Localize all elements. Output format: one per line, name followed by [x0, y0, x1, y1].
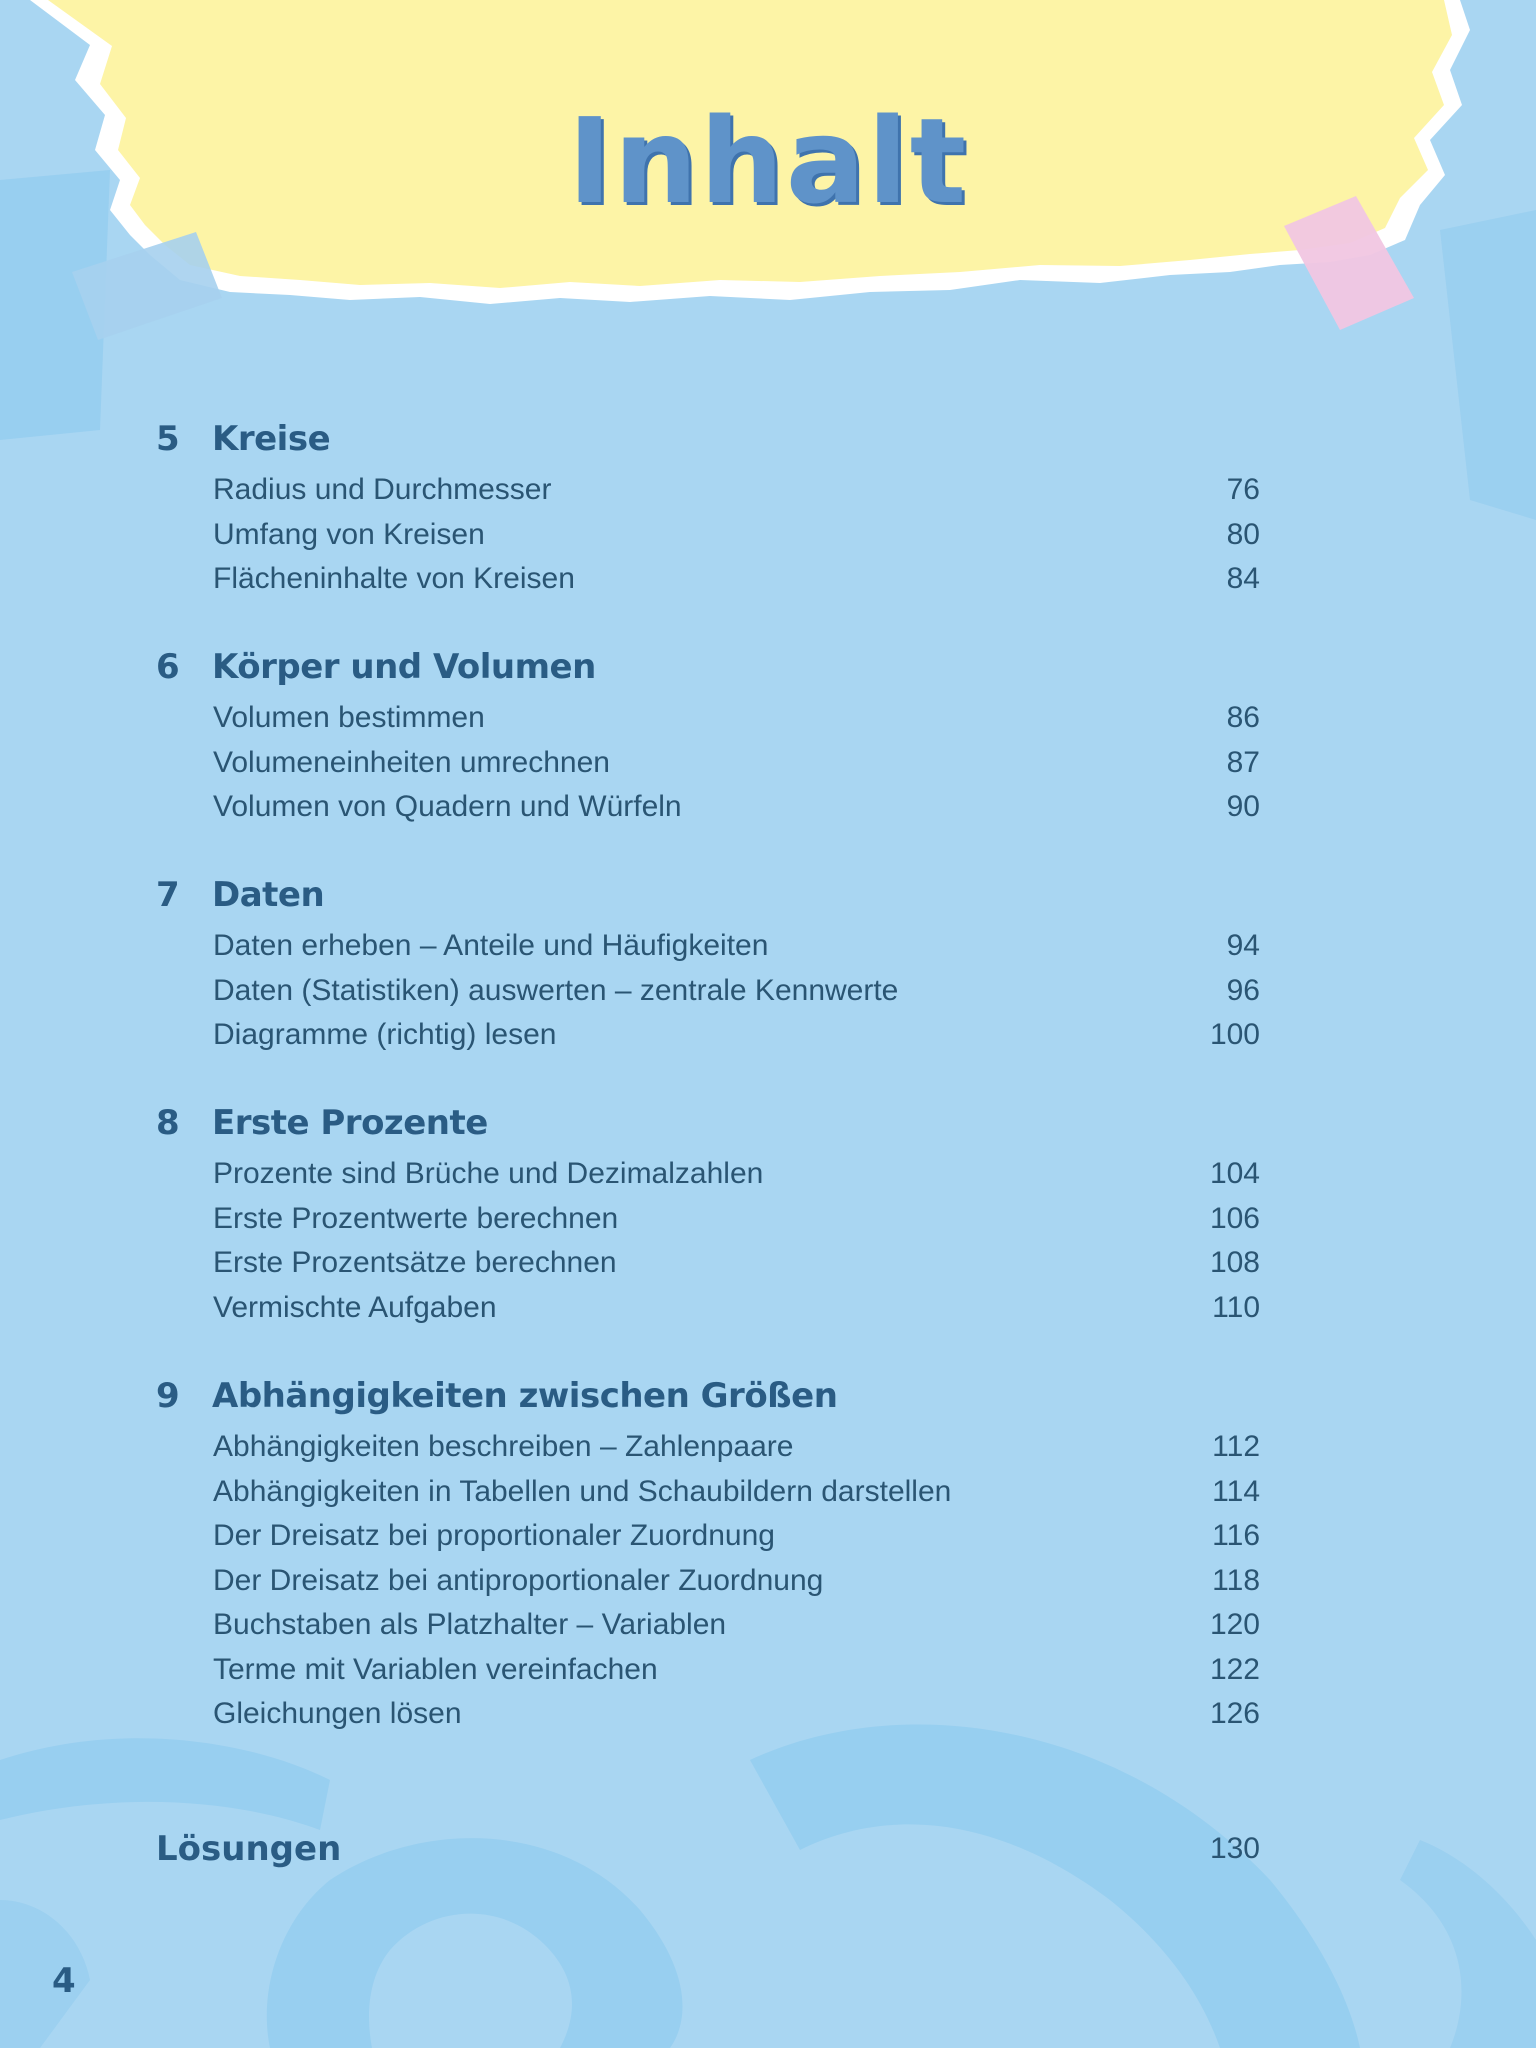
entry-page-number: 96: [1226, 973, 1260, 1007]
section-title: Kreise: [212, 419, 331, 459]
entry-label: Diagramme (richtig) lesen: [213, 1018, 557, 1051]
entry-page-number: 114: [1212, 1474, 1260, 1508]
entry-label: Daten (Statistiken) auswerten – zentrale Kennwerte: [213, 973, 899, 1007]
entry-page-number: 126: [1209, 1697, 1260, 1730]
toc-entry[interactable]: [0, 1013, 1536, 1058]
section-heading: [0, 1367, 1536, 1425]
entry-label: Vermischte Aufgaben: [213, 1290, 497, 1324]
toc-section-7: [0, 866, 1536, 1058]
toc-entry[interactable]: [0, 785, 1536, 830]
entry-page-number: 76: [1226, 473, 1260, 506]
section-title: Erste Prozente: [212, 1103, 488, 1143]
entry-label: Flächeninhalte von Kreisen: [213, 562, 575, 595]
toc-entry[interactable]: [0, 468, 1536, 513]
entry-page-number: 118: [1212, 1563, 1260, 1597]
toc-entry[interactable]: [0, 1559, 1536, 1604]
toc-section-9: [0, 1367, 1536, 1737]
entry-label: Daten erheben – Anteile und Häufigkeiten: [213, 929, 769, 962]
solutions-title: Lösungen: [156, 1829, 342, 1869]
section-number: 7: [156, 875, 180, 915]
toc-entry[interactable]: [0, 1692, 1536, 1737]
entry-page-number: 87: [1226, 745, 1260, 779]
toc-entry[interactable]: [0, 1514, 1536, 1559]
toc-entry[interactable]: [0, 1425, 1536, 1470]
toc-entry[interactable]: [0, 969, 1536, 1014]
page-number: 4: [52, 1961, 76, 2001]
entry-label: Der Dreisatz bei antiproportionaler Zuordnung: [213, 1563, 824, 1597]
entry-label: Prozente sind Brüche und Dezimalzahlen: [213, 1157, 764, 1190]
toc-entry[interactable]: [0, 1241, 1536, 1286]
entry-page-number: 122: [1209, 1652, 1260, 1686]
toc-entry[interactable]: [0, 513, 1536, 558]
section-title: Körper und Volumen: [212, 647, 596, 687]
entry-page-number: 90: [1226, 790, 1260, 823]
section-title: Abhängigkeiten zwischen Größen: [212, 1376, 838, 1416]
entry-label: Erste Prozentwerte berechnen: [213, 1201, 619, 1235]
entry-page-number: 120: [1209, 1608, 1260, 1641]
entry-page-number: 86: [1226, 701, 1260, 734]
toc-entry[interactable]: [0, 1470, 1536, 1515]
entry-page-number: 84: [1226, 562, 1260, 595]
section-heading: [0, 410, 1536, 468]
section-title: Daten: [212, 875, 325, 915]
toc-entry[interactable]: [0, 924, 1536, 969]
toc-entry[interactable]: [0, 696, 1536, 741]
toc-solutions[interactable]: [0, 1820, 1536, 1878]
toc-entry[interactable]: [0, 1603, 1536, 1648]
entry-label: Terme mit Variablen vereinfachen: [213, 1652, 658, 1686]
entry-label: Buchstaben als Platzhalter – Variablen: [213, 1608, 727, 1641]
entry-label: Der Dreisatz bei proportionaler Zuordnung: [213, 1519, 775, 1552]
entry-label: Erste Prozentsätze berechnen: [213, 1246, 617, 1279]
toc-section-5: [0, 410, 1536, 602]
page-title: Inhalt: [567, 92, 969, 230]
section-number: 8: [156, 1103, 180, 1143]
solutions-page-number: 130: [1209, 1832, 1260, 1865]
entry-label: Volumen von Quadern und Würfeln: [213, 790, 682, 823]
entry-page-number: 80: [1226, 517, 1260, 551]
entry-label: Volumen bestimmen: [213, 701, 485, 734]
section-heading: [0, 1094, 1536, 1152]
toc-entry[interactable]: [0, 1648, 1536, 1693]
toc-section-6: [0, 638, 1536, 830]
toc-section-8: [0, 1094, 1536, 1330]
entry-page-number: 110: [1212, 1290, 1260, 1324]
entry-page-number: 104: [1209, 1157, 1260, 1190]
section-heading: [0, 866, 1536, 924]
entry-page-number: 94: [1226, 929, 1260, 962]
toc-entry[interactable]: [0, 1152, 1536, 1197]
entry-page-number: 108: [1209, 1246, 1260, 1279]
section-number: 9: [156, 1376, 180, 1416]
entry-label: Volumeneinheiten umrechnen: [213, 745, 610, 779]
entry-label: Radius und Durchmesser: [213, 473, 552, 506]
entry-page-number: 106: [1209, 1201, 1260, 1235]
toc-entry[interactable]: [0, 557, 1536, 602]
entry-label: Abhängigkeiten in Tabellen und Schaubildern darstellen: [213, 1474, 952, 1508]
entry-page-number: 112: [1212, 1430, 1260, 1463]
entry-label: Gleichungen lösen: [213, 1697, 462, 1730]
entry-page-number: 116: [1212, 1519, 1260, 1552]
entry-page-number: 100: [1209, 1018, 1260, 1051]
section-heading: [0, 638, 1536, 696]
toc-entry[interactable]: [0, 1197, 1536, 1242]
section-number: 5: [156, 419, 180, 459]
toc-entry[interactable]: [0, 741, 1536, 786]
toc-entry[interactable]: [0, 1286, 1536, 1331]
entry-label: Umfang von Kreisen: [213, 517, 485, 551]
section-number: 6: [156, 647, 180, 687]
entry-label: Abhängigkeiten beschreiben – Zahlenpaare: [213, 1430, 794, 1463]
